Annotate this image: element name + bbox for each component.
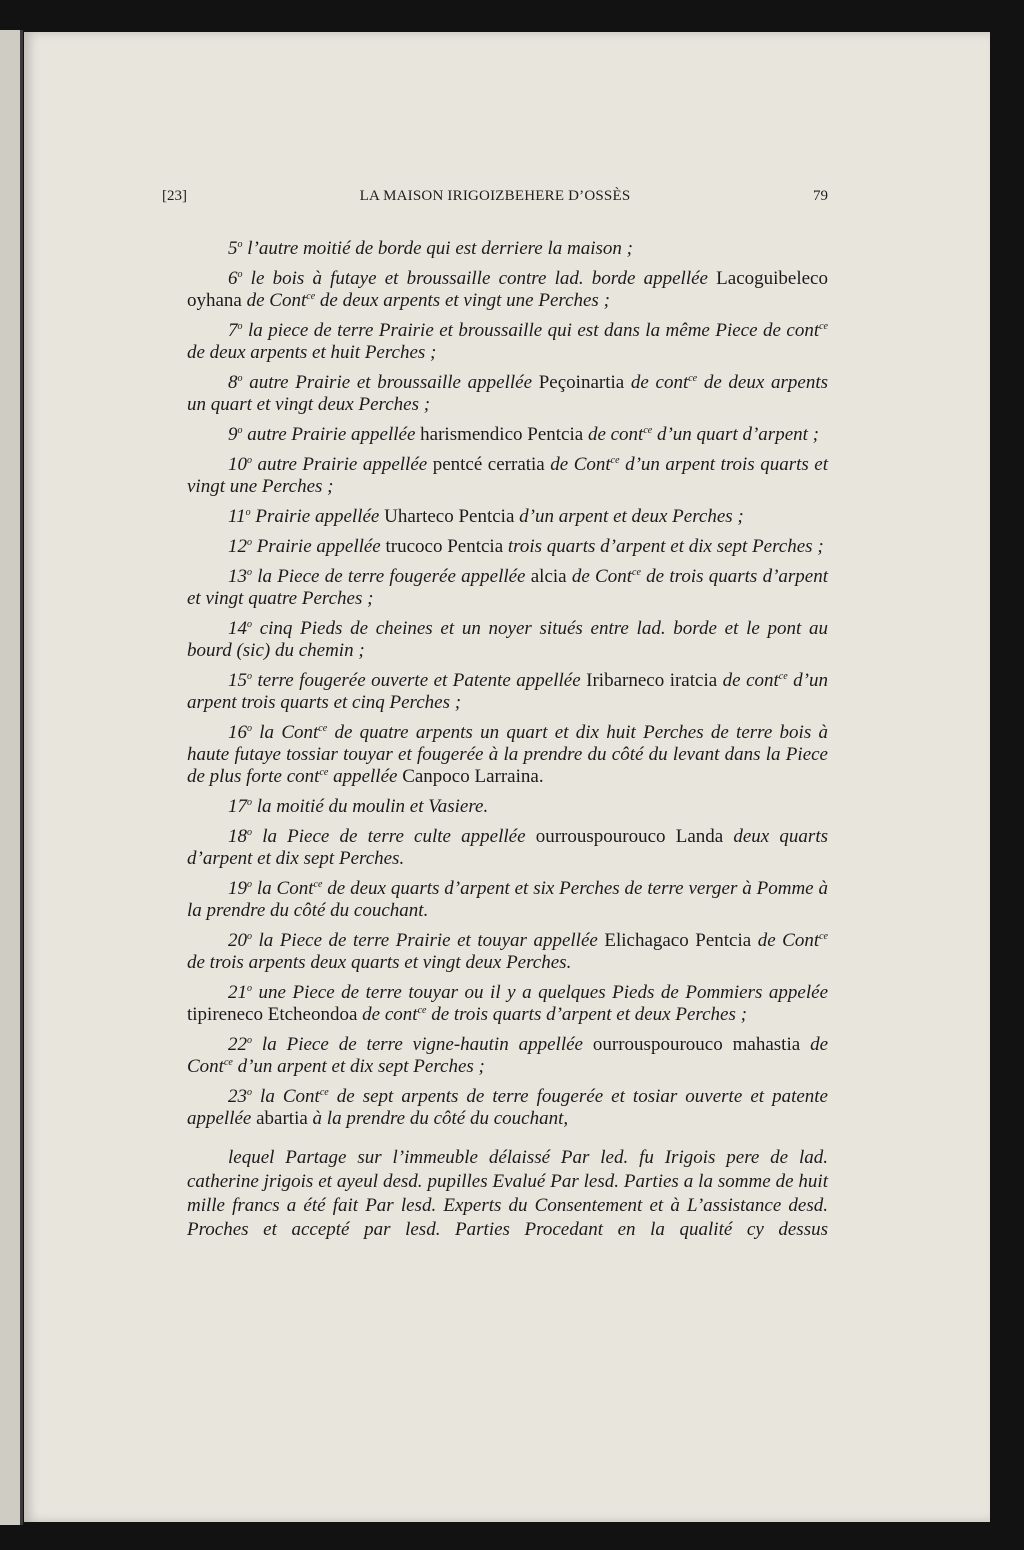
superscript: o — [247, 1035, 252, 1046]
item-text: de quatre arpents un quart et dix huit Perches de terre bois à haute futaye tossiar touyar et fougerée à la prendre du côté du levant dans la Piece de plus forte cont — [187, 722, 829, 787]
item-text: 17 — [228, 796, 247, 817]
item-text: la Cont — [252, 1086, 320, 1107]
property-item — [187, 1086, 828, 1130]
superscript: o — [245, 507, 251, 518]
place-name: harismendico Pentcia — [420, 424, 584, 445]
property-item — [187, 454, 828, 498]
superscript: o — [237, 269, 243, 280]
item-text: 10 — [228, 454, 247, 475]
property-item — [187, 670, 828, 714]
property-item — [187, 506, 828, 528]
place-name: ourrouspourouco Landa — [535, 826, 724, 847]
item-text: de Cont — [566, 566, 633, 587]
item-text: 14 — [228, 618, 247, 639]
item-text: de Cont — [544, 454, 611, 475]
item-text: 21 — [228, 982, 247, 1003]
property-item — [187, 930, 828, 974]
item-text: d’un arpent et dix sept Perches ; — [232, 1056, 485, 1077]
item-text: de sept arpents de terre fougerée et tosiar ouverte et patente appellée — [187, 1086, 828, 1129]
place-name: trucoco Pentcia — [385, 536, 504, 557]
place-name: Iribarneco iratcia — [586, 670, 718, 691]
item-text: le bois à futaye et broussaille contre lad. borde appellée — [242, 268, 717, 289]
item-text: de deux arpents et vingt une Perches ; — [315, 290, 610, 311]
item-text: autre Prairie appellée — [252, 454, 433, 475]
item-text: 11 — [228, 506, 246, 527]
item-text: cinq Pieds de cheines et un noyer situés entre lad. borde et le pont au bourd (sic) du chemin ; — [187, 618, 828, 661]
item-text: 15 — [228, 670, 247, 691]
item-text: la Piece de terre fougerée appellée — [252, 566, 531, 587]
item-text: la Piece de terre vigne-hautin appellée — [252, 1034, 593, 1055]
property-item — [187, 826, 828, 870]
item-text: la Piece de terre culte appellée — [252, 826, 536, 847]
page-body — [187, 238, 828, 1261]
item-text: de deux quarts d’arpent et six Perches de terre verger à Pomme à la prendre du côté du couchant. — [187, 878, 828, 921]
item-text: terre fougerée ouverte et Patente appellée — [252, 670, 587, 691]
place-name: tipireneco Etcheondoa — [187, 1004, 358, 1025]
superscript: o — [237, 373, 243, 384]
superscript: ce — [417, 1005, 427, 1016]
superscript: ce — [306, 291, 316, 302]
section-number: [23] — [162, 188, 187, 204]
superscript: o — [247, 827, 252, 838]
superscript: ce — [319, 1087, 329, 1098]
page-number: 79 — [813, 188, 828, 204]
property-item — [187, 982, 828, 1026]
item-text: 5 — [228, 238, 238, 259]
item-text: 13 — [228, 566, 247, 587]
superscript: o — [247, 879, 252, 890]
superscript: ce — [318, 723, 328, 734]
running-header — [162, 188, 828, 208]
superscript: ce — [610, 455, 620, 466]
place-name: Peçoinartia — [538, 372, 625, 393]
item-text: d’un arpent trois quarts et cinq Perches ; — [187, 670, 828, 713]
superscript: ce — [688, 373, 698, 384]
item-text: d’un arpent trois quarts et vingt une Perches ; — [187, 454, 828, 497]
superscript: o — [247, 1087, 252, 1098]
property-item — [187, 372, 828, 416]
superscript: ce — [778, 671, 788, 682]
item-text: 7 — [228, 320, 238, 341]
property-item — [187, 796, 828, 818]
item-text: appellée — [328, 766, 403, 787]
place-name: Uharteco Pentcia — [384, 506, 515, 527]
superscript: o — [247, 983, 252, 994]
item-text: Prairie appellée — [250, 506, 385, 527]
item-text: 12 — [228, 536, 247, 557]
item-text: la Piece de terre Prairie et touyar appellée — [252, 930, 605, 951]
place-name: Lacoguibeleco oyhana — [187, 268, 828, 311]
item-text: de cont — [717, 670, 779, 691]
item-text: la Cont — [252, 878, 314, 899]
item-text: trois quarts d’arpent et dix sept Perches ; — [503, 536, 824, 557]
running-title: LA MAISON IRIGOIZBEHERE D’OSSÈS — [359, 188, 631, 204]
item-text: l’autre moitié de borde qui est derriere la maison ; — [242, 238, 633, 259]
superscript: o — [247, 567, 252, 578]
superscript: o — [247, 931, 252, 942]
superscript: o — [247, 619, 252, 630]
place-name: abartia — [256, 1108, 308, 1129]
previous-page-edge — [0, 30, 23, 1525]
item-text: 16 — [228, 722, 247, 743]
place-name: Canpoco Larraina. — [402, 766, 544, 787]
item-text: une Piece de terre touyar ou il y a quelques Pieds de Pommiers appelée — [252, 982, 828, 1003]
superscript: ce — [819, 931, 828, 942]
property-item — [187, 722, 828, 788]
item-text: de trois quarts d’arpent et vingt quatre Perches ; — [187, 566, 829, 609]
place-name: alcia — [530, 566, 567, 587]
item-text: de deux arpents et huit Perches ; — [187, 342, 437, 363]
place-name: pentcé cerratia — [432, 454, 545, 475]
superscript: o — [247, 723, 252, 734]
superscript: ce — [313, 879, 323, 890]
property-item — [187, 1034, 828, 1078]
item-text: la moitié du moulin et Vasiere. — [252, 796, 489, 817]
book-page — [24, 32, 990, 1522]
property-item — [187, 238, 828, 260]
superscript: ce — [632, 567, 641, 578]
item-text: de trois quarts d’arpent et deux Perches ; — [426, 1004, 747, 1025]
superscript: o — [247, 455, 252, 466]
item-text: de cont — [357, 1004, 418, 1025]
superscript: ce — [643, 425, 653, 436]
superscript: ce — [819, 321, 828, 332]
property-item — [187, 618, 828, 662]
property-item — [187, 320, 828, 364]
superscript: o — [237, 425, 243, 436]
property-list — [187, 238, 828, 1130]
item-text: autre Prairie et broussaille appellée — [242, 372, 539, 393]
item-text: Prairie appellée — [252, 536, 386, 557]
item-text: la Cont — [252, 722, 319, 743]
item-text: de deux arpents un quart et vingt deux Perches ; — [187, 372, 828, 415]
item-text: d’un arpent et deux Perches ; — [514, 506, 744, 527]
item-text: d’un quart d’arpent ; — [652, 424, 819, 445]
superscript: o — [247, 671, 252, 682]
item-text: 8 — [228, 372, 238, 393]
superscript: o — [237, 321, 243, 332]
item-text: de Cont — [241, 290, 307, 311]
item-text: 23 — [228, 1086, 247, 1107]
property-item — [187, 268, 828, 312]
item-text: de cont — [583, 424, 644, 445]
property-item — [187, 566, 828, 610]
place-name: Elichagaco Pentcia — [604, 930, 752, 951]
property-item — [187, 878, 828, 922]
item-text: de Cont — [751, 930, 820, 951]
superscript: ce — [223, 1057, 233, 1068]
item-text: la piece de terre Prairie et broussaille qui est dans la même Piece de cont — [242, 320, 820, 341]
item-text: 22 — [228, 1034, 247, 1055]
closing-paragraph: lequel Partage sur l’immeuble délaissé Par led. fu Irigois pere de lad. catherine jrigois et ayeul desd. pupilles Evalué Par lesd. Parties a la somme de huit mille francs a été fait Par lesd. Experts du Consentement et à L’assistance desd. Proches et accepté par lesd. Parties Procedant en la qualité cy dessus — [187, 1147, 828, 1240]
superscript: ce — [319, 767, 329, 778]
property-item — [187, 424, 828, 446]
item-text: de trois arpents deux quarts et vingt deux Perches. — [187, 952, 572, 973]
item-text: deux quarts d’arpent et dix sept Perches. — [187, 826, 828, 869]
item-text: de Cont — [187, 1034, 829, 1077]
item-text: à la prendre du côté du couchant, — [307, 1108, 569, 1129]
superscript: o — [237, 239, 243, 250]
item-text: autre Prairie appellée — [242, 424, 421, 445]
item-text: 18 — [228, 826, 247, 847]
item-text: 9 — [228, 424, 238, 445]
superscript: o — [247, 797, 252, 808]
item-text: de cont — [624, 372, 689, 393]
place-name: ourrouspourouco mahastia — [592, 1034, 801, 1055]
item-text: 6 — [228, 268, 238, 289]
item-text: 19 — [228, 878, 247, 899]
superscript: o — [247, 537, 252, 548]
property-item — [187, 536, 828, 558]
item-text: 20 — [228, 930, 247, 951]
